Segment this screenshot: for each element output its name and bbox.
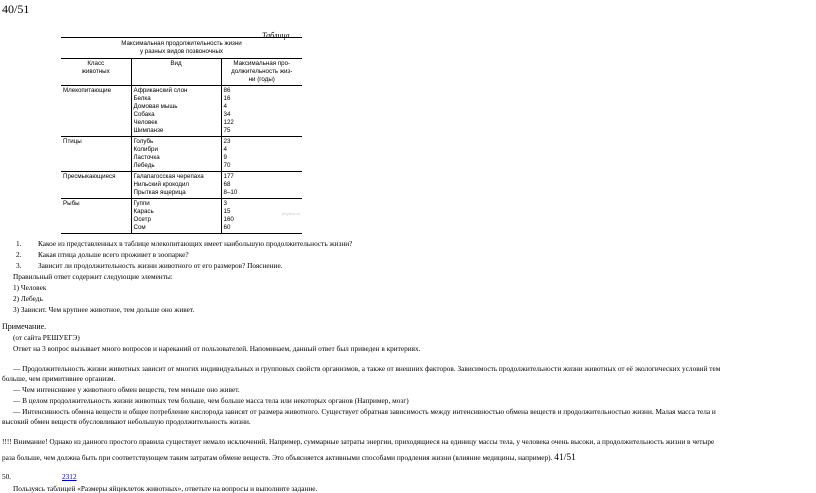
- species-cell: Галапагосская черепаха Нильский крокодил Прыткая ящерица: [131, 172, 221, 199]
- col-header-species: Вид: [131, 59, 221, 86]
- table-title: Максимальная продолжительность жизни у разных видов позвоночных: [61, 38, 302, 59]
- warning-text: !!!! Внимание! Однако из данного простого правила существует немало исключений. Например, суммарные затраты энергии, приходящиеся на единицу массы тела, у человека очень высоки, а продолжительность жизни в четыре: [2, 437, 715, 446]
- task-number: 50.: [2, 472, 12, 481]
- years-cell: 3 15 160 60: [221, 199, 302, 234]
- note-source: (от сайта РЕШУЕГЭ): [13, 333, 80, 342]
- table-row: [61, 137, 302, 172]
- question-text: Какое из представленных в таблице млекопитающих имеет наибольшую продолжительность жизни?: [38, 239, 353, 248]
- note-bullet: — Интенсивность обмена веществ и общее потребление кислорода зависят от размера животного. Существует обратная зависимость между интенсивностью обмена веществ и продолжительностью жизни. Малая масса тела и: [13, 407, 716, 416]
- years-cell: 177 68 8–10: [221, 172, 302, 199]
- task-text: Пользуясь таблицей «Размеры яйцеклеток животных», ответьте на вопросы и выполните задание.: [13, 484, 318, 493]
- table-row: [61, 199, 302, 234]
- note-bullet-cont: высокий обмен веществ обусловливают небольшую продолжительность жизни.: [2, 417, 251, 426]
- answer-item: 1) Человек: [13, 283, 47, 292]
- table-caption: Таблица: [262, 31, 290, 40]
- question-number: 3.: [16, 261, 22, 270]
- note-bullet: — В целом продолжительность жизни животных тем больше, чем больше масса тела или некоторых органов (Например, мозг): [13, 396, 409, 405]
- page-counter: 40/51: [2, 2, 30, 16]
- question-text: Зависит ли продолжительность жизни животного от его размеров? Пояснение.: [38, 261, 283, 270]
- answer-item: 2) Лебедь: [13, 294, 43, 303]
- col-header-max-lifespan: Максимальная про- должительность жиз- ни (годы): [221, 59, 302, 86]
- class-cell: Птицы: [61, 137, 131, 172]
- note-title: Примечание.: [2, 322, 47, 331]
- class-cell: Млекопитающие: [61, 86, 131, 137]
- class-cell: Пресмыкающиеся: [61, 172, 131, 199]
- species-cell: Гуппи Карась Осетр Сом: [131, 199, 221, 234]
- answer-intro: Правильный ответ содержит следующие элементы:: [13, 272, 173, 281]
- warning-text-cont: раза больше, чем должна быть при соответствующем таким затратам обмене веществ. Это объясняется активными способами продления жизни (влияние медицины, например). 41/51: [2, 453, 576, 463]
- question-number: 1.: [16, 239, 22, 248]
- question-number: 2.: [16, 250, 22, 259]
- years-cell: 86 16 4 34 122 75: [221, 86, 302, 137]
- task-id-link[interactable]: 2312: [62, 472, 77, 481]
- note-paragraph-cont: больше, чем примитивнее организм.: [2, 374, 116, 383]
- table-row: [61, 172, 302, 199]
- note-text: Ответ на 3 вопрос вызывает много вопросов и нареканий от пользователей. Напоминаем, данный ответ был приведен в критериях.: [13, 344, 421, 353]
- class-cell: Рыбы: [61, 199, 131, 234]
- page-counter-2: 41/51: [554, 453, 576, 463]
- answer-item: 3) Зависит. Чем крупнее животное, тем дольше оно живет.: [13, 305, 195, 314]
- species-cell: Африканский слон Белка Домовая мышь Собака Человек Шимпанзе: [131, 86, 221, 137]
- note-paragraph: — Продолжительность жизни животных зависит от многих индивидуальных и групповых свойств организмов, а также от внешних факторов. Зависимость продолжительности жизни животных от её экологических условий тем: [13, 364, 721, 373]
- note-bullet: — Чем интенсивнее у животного обмен веществ, тем меньше оно живет.: [13, 385, 240, 394]
- species-cell: Голубь Колибри Ласточка Лебедь: [131, 137, 221, 172]
- table-row: [61, 86, 302, 137]
- years-cell: 23 4 9 70: [221, 137, 302, 172]
- col-header-class: Класс животных: [61, 59, 131, 86]
- question-text: Какая птица дольше всего проживет в зоопарке?: [38, 250, 189, 259]
- watermark: physics.ru: [282, 211, 301, 216]
- lifespan-table: [61, 37, 302, 234]
